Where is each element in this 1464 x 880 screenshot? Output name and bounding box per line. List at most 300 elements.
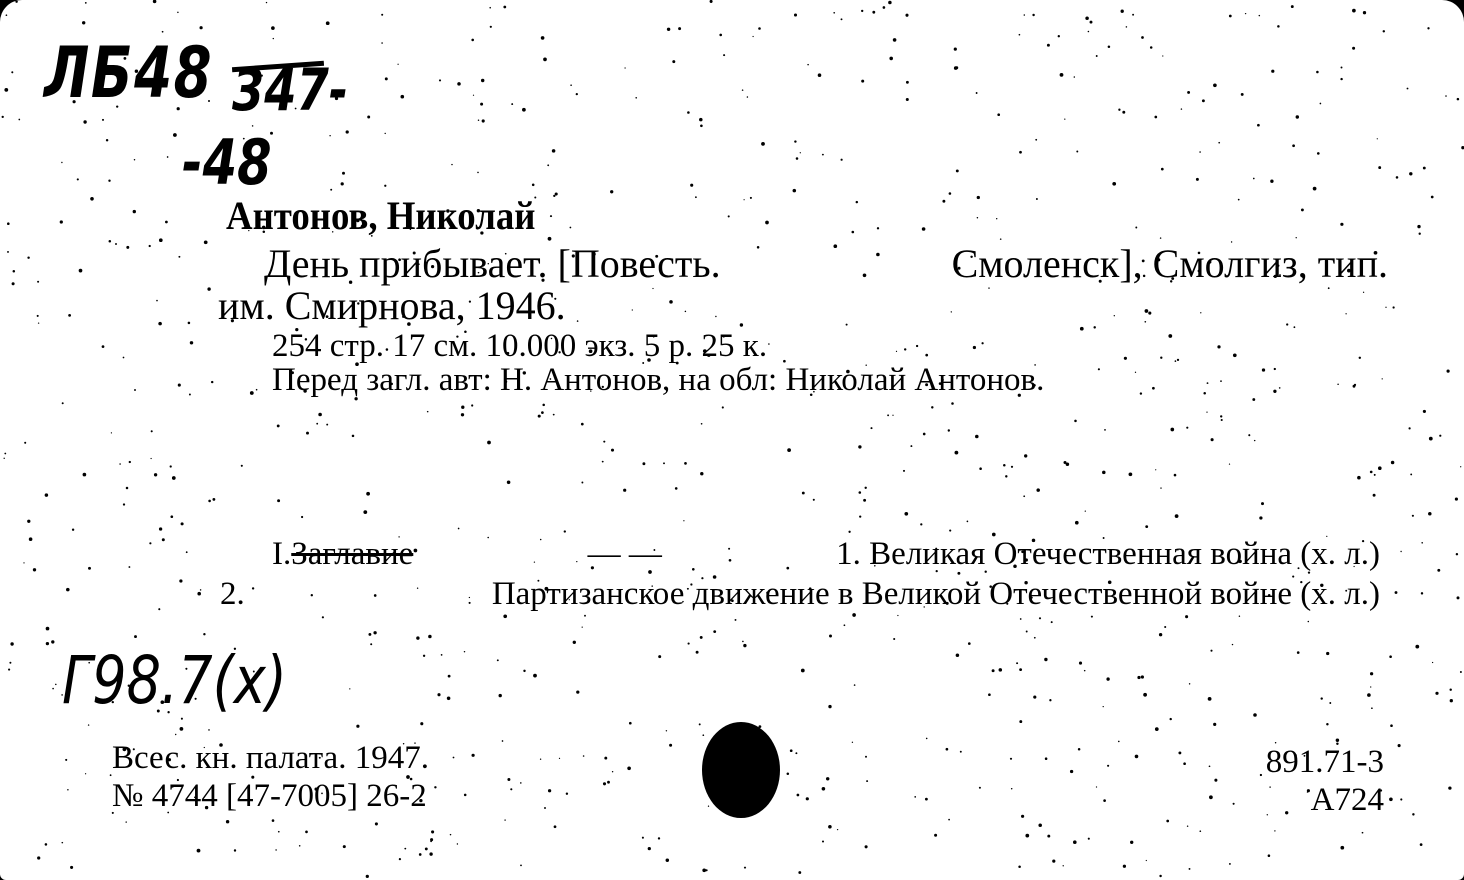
title-line-2: им. Смирнова, 1946. (218, 283, 566, 328)
speck (584, 615, 586, 617)
speck (1417, 225, 1420, 228)
speck (1317, 152, 1320, 155)
title-line-1-right: Смоленск], Смолгиз, тип. (951, 241, 1388, 286)
speck (925, 798, 928, 801)
speck (234, 849, 236, 851)
speck (956, 169, 959, 172)
speck (1078, 748, 1081, 751)
speck (828, 705, 831, 708)
speck (1187, 91, 1190, 94)
speck (4, 88, 8, 92)
speck (0, 10, 1, 11)
speck (1421, 542, 1423, 544)
speck (669, 744, 672, 747)
speck (1329, 702, 1331, 704)
speck (1238, 199, 1240, 201)
speck (1019, 668, 1022, 671)
speck (1269, 786, 1270, 787)
speck (828, 825, 832, 829)
speck (1019, 151, 1022, 154)
speck (865, 487, 867, 489)
speck (1385, 307, 1386, 308)
subject-heading-2: Партизанское движение в Великой Отечественной войне (х. л.) (491, 576, 1380, 612)
speck (416, 636, 419, 639)
speck (158, 608, 160, 610)
speck (1374, 474, 1376, 476)
speck (1239, 615, 1240, 616)
speck (666, 859, 669, 862)
speck (1146, 860, 1147, 861)
speck (2, 116, 4, 118)
speck (877, 227, 879, 229)
speck (802, 492, 805, 495)
speck (1073, 840, 1077, 844)
speck (330, 189, 332, 191)
speck (489, 7, 491, 9)
speck (870, 427, 872, 429)
title-line-1 (264, 240, 1388, 287)
speck (1135, 227, 1137, 229)
speck (441, 654, 443, 656)
speck (1020, 618, 1022, 620)
speck (1354, 384, 1356, 386)
speck (1126, 26, 1128, 28)
speck (399, 858, 401, 860)
speck (806, 797, 809, 800)
speck (859, 515, 861, 517)
speck (326, 424, 328, 426)
speck (1016, 662, 1018, 664)
speck (1023, 495, 1025, 497)
speck (23, 562, 24, 563)
speck (889, 57, 893, 61)
speck (744, 199, 745, 200)
speck (888, 1, 892, 5)
speck (88, 567, 91, 570)
speck (356, 725, 359, 728)
speck (134, 635, 137, 638)
speck (226, 820, 229, 823)
speck (743, 644, 746, 647)
speck (1326, 652, 1329, 655)
speck (922, 227, 926, 231)
speck (1209, 765, 1211, 767)
speck (82, 21, 85, 24)
speck (1261, 502, 1264, 505)
speck (1196, 178, 1199, 181)
speck (477, 172, 479, 174)
speck (1270, 180, 1273, 183)
speck (683, 520, 684, 521)
speck (427, 411, 429, 413)
speck (566, 793, 568, 795)
speck (910, 445, 912, 447)
speck (1018, 865, 1021, 868)
speck (1292, 144, 1295, 147)
speck (170, 465, 172, 467)
speck (841, 18, 843, 20)
speck (1382, 378, 1383, 379)
speck (848, 531, 850, 533)
speck (573, 641, 576, 644)
speck (793, 189, 797, 193)
speck (62, 842, 64, 844)
speck (366, 875, 369, 878)
speck (1390, 724, 1393, 727)
speck (955, 66, 958, 69)
speck (642, 837, 644, 839)
speck (1293, 326, 1295, 328)
speck (1108, 45, 1111, 48)
speck (541, 411, 544, 414)
speck (1011, 466, 1013, 468)
speck (430, 840, 432, 842)
speck (197, 849, 201, 853)
speck (162, 538, 165, 541)
speck (1200, 312, 1201, 313)
speck (813, 499, 815, 501)
speck (448, 675, 451, 678)
speck (88, 724, 89, 725)
speck (200, 26, 203, 29)
speck (85, 2, 87, 4)
speck (866, 780, 868, 782)
speck (1080, 327, 1084, 331)
speck (750, 197, 752, 199)
speck (1075, 521, 1079, 525)
speck (846, 324, 848, 326)
speck (278, 831, 280, 833)
speck (1132, 14, 1134, 16)
speck (170, 515, 173, 518)
speck (1378, 466, 1382, 470)
speck (713, 630, 716, 633)
speck (1297, 651, 1300, 654)
handwritten-class-code: Г98.7(х) (62, 642, 287, 719)
speck (1187, 825, 1188, 826)
speck (758, 27, 761, 30)
speck (1088, 838, 1090, 840)
speck (1208, 697, 1212, 701)
speck (447, 697, 451, 701)
speck (931, 406, 933, 408)
speck (1279, 387, 1281, 389)
speck (1207, 382, 1209, 384)
speck (453, 757, 455, 759)
speck (794, 13, 797, 16)
speck (906, 98, 909, 101)
speck (1229, 863, 1231, 865)
speck (425, 847, 428, 850)
speck (1036, 488, 1040, 492)
speck (1154, 116, 1157, 119)
speck (800, 152, 801, 153)
speck (370, 643, 372, 645)
speck (423, 655, 425, 657)
speck (352, 435, 355, 438)
speck (858, 445, 861, 448)
speck (458, 528, 460, 530)
speck (852, 742, 853, 743)
speck (1118, 741, 1120, 743)
speck (1175, 360, 1177, 362)
speck (1034, 637, 1036, 639)
speck (701, 423, 703, 425)
speck (1271, 70, 1274, 73)
speck (211, 381, 213, 383)
speck (481, 79, 484, 82)
speck (1448, 786, 1451, 789)
speck (1419, 233, 1421, 235)
speck (27, 256, 29, 258)
speck (946, 748, 949, 751)
speck (708, 806, 709, 807)
author-sign: А724 (1310, 782, 1384, 818)
speck (451, 164, 452, 165)
speck (973, 346, 976, 349)
speck (1199, 151, 1201, 153)
speck (1400, 551, 1401, 552)
speck (52, 688, 54, 690)
speck (173, 133, 177, 137)
speck (1150, 46, 1153, 49)
speck (523, 670, 525, 672)
speck (1398, 744, 1401, 747)
speck (1032, 14, 1034, 16)
speck (544, 807, 546, 809)
speck (90, 197, 94, 201)
book-chamber-line-1: Всес. кн. палата. 1947. (112, 740, 429, 776)
speck (401, 95, 405, 99)
speck (903, 470, 905, 472)
speck (1437, 569, 1440, 572)
speck (570, 227, 572, 229)
speck (13, 270, 16, 273)
speck (102, 345, 105, 348)
subject-line-1 (272, 536, 1380, 573)
speck (197, 592, 201, 596)
speck (699, 118, 703, 122)
speck (1011, 788, 1012, 789)
speck (37, 856, 40, 859)
speck (979, 787, 981, 789)
speck (346, 130, 349, 133)
speck (1085, 510, 1086, 511)
speck (471, 39, 474, 42)
punch-hole (702, 722, 780, 818)
speck (1233, 803, 1235, 805)
speck (190, 341, 193, 344)
speck (1121, 10, 1124, 13)
speck (1286, 323, 1288, 325)
speck (241, 465, 243, 467)
speck (833, 12, 835, 14)
speck (326, 21, 330, 25)
speck (175, 734, 176, 735)
speck (1206, 411, 1207, 412)
speck (581, 482, 583, 484)
speck (1217, 345, 1220, 348)
book-chamber-line-2: № 4744 [47-7005] 26-2 (112, 778, 427, 814)
speck (503, 614, 507, 618)
speck (1336, 739, 1339, 742)
speck (722, 406, 724, 408)
speck (1166, 820, 1169, 823)
speck (507, 481, 511, 485)
speck (1362, 832, 1364, 834)
speck (627, 766, 631, 770)
speck (68, 314, 71, 317)
speck (1021, 815, 1024, 818)
speck (46, 642, 49, 645)
subject-number-2: 2. (220, 576, 245, 612)
speck (852, 613, 856, 617)
speck (1277, 25, 1280, 28)
speck (1210, 650, 1212, 652)
speck (977, 217, 978, 218)
speck (1352, 47, 1355, 50)
speck (914, 796, 916, 798)
speck (1137, 676, 1140, 679)
speck (480, 103, 483, 106)
speck (1316, 71, 1319, 74)
speck (1036, 198, 1038, 200)
speck (1285, 811, 1288, 814)
speck (632, 309, 633, 310)
speck (1400, 798, 1402, 800)
speck (250, 391, 254, 395)
speck (992, 669, 995, 672)
speck (27, 520, 30, 523)
speck (752, 36, 753, 37)
speck (559, 758, 560, 759)
speck (277, 424, 280, 427)
speck (1010, 758, 1012, 760)
speck (1432, 662, 1433, 663)
speck (1439, 435, 1441, 437)
speck (926, 738, 928, 740)
speck (666, 730, 667, 731)
speck (7, 222, 10, 225)
speck (543, 58, 547, 62)
speck (511, 103, 513, 105)
speck (997, 113, 1000, 116)
speck (790, 749, 793, 752)
speck (349, 688, 350, 689)
speck (1389, 797, 1393, 801)
speck (158, 322, 162, 326)
speck (301, 516, 303, 518)
speck (1383, 30, 1385, 32)
speck (1445, 95, 1447, 97)
speck (159, 238, 163, 242)
speck (1145, 309, 1149, 313)
speck (520, 782, 522, 784)
speck (1328, 287, 1330, 289)
speck (554, 825, 557, 828)
speck (949, 530, 951, 532)
speck (948, 819, 950, 821)
speck (856, 201, 858, 203)
speck (583, 755, 585, 757)
speck (905, 14, 908, 17)
speck (861, 10, 863, 12)
speck (29, 537, 33, 541)
speck (1253, 713, 1257, 717)
speck (742, 641, 744, 643)
speck (24, 442, 26, 444)
speck (1260, 774, 1262, 776)
speck (1112, 182, 1116, 186)
speck (159, 527, 162, 530)
speck (490, 26, 492, 28)
speck (72, 529, 74, 531)
subject-dashes: — — (587, 536, 662, 572)
speck (699, 723, 701, 725)
speck (581, 423, 584, 426)
author-note: Перед загл. авт: Н. Антонов, на обл: Николай Антонов. (272, 362, 1045, 398)
speck (404, 848, 406, 850)
classification-code: 891.71-3 (1265, 744, 1384, 780)
speck (904, 348, 906, 350)
speck (153, 0, 157, 3)
speck (1049, 699, 1051, 701)
speck (51, 640, 54, 643)
speck (652, 288, 653, 289)
speck (1103, 799, 1106, 802)
speck (1412, 813, 1414, 815)
speck (604, 757, 607, 760)
speck (553, 414, 555, 416)
speck (960, 751, 962, 753)
speck (272, 819, 275, 822)
speck (9, 662, 11, 664)
speck (893, 638, 895, 640)
speck (1160, 357, 1162, 359)
speck (208, 729, 210, 731)
speck (1005, 475, 1007, 477)
speck (186, 551, 188, 553)
speck (1320, 103, 1322, 105)
speck (115, 243, 117, 245)
speck (603, 782, 606, 785)
speck (106, 139, 108, 141)
speck (787, 772, 790, 775)
speck (602, 461, 604, 463)
speck (1148, 312, 1151, 315)
speck (1076, 151, 1078, 153)
speck (796, 157, 799, 160)
speck (1143, 693, 1147, 697)
speck (11, 71, 13, 73)
speck (1274, 830, 1275, 831)
speck (167, 156, 169, 158)
speck (1035, 139, 1037, 141)
speck (165, 221, 168, 224)
speck (1373, 494, 1376, 497)
speck (1155, 469, 1156, 470)
speck (6, 14, 8, 16)
speck (1389, 655, 1392, 658)
speck (1175, 514, 1179, 518)
speck (822, 840, 824, 842)
speck (45, 493, 48, 496)
speck (576, 93, 578, 95)
speck (1096, 786, 1097, 787)
speck (999, 668, 1003, 672)
speck (1164, 626, 1166, 628)
speck (1423, 167, 1426, 170)
